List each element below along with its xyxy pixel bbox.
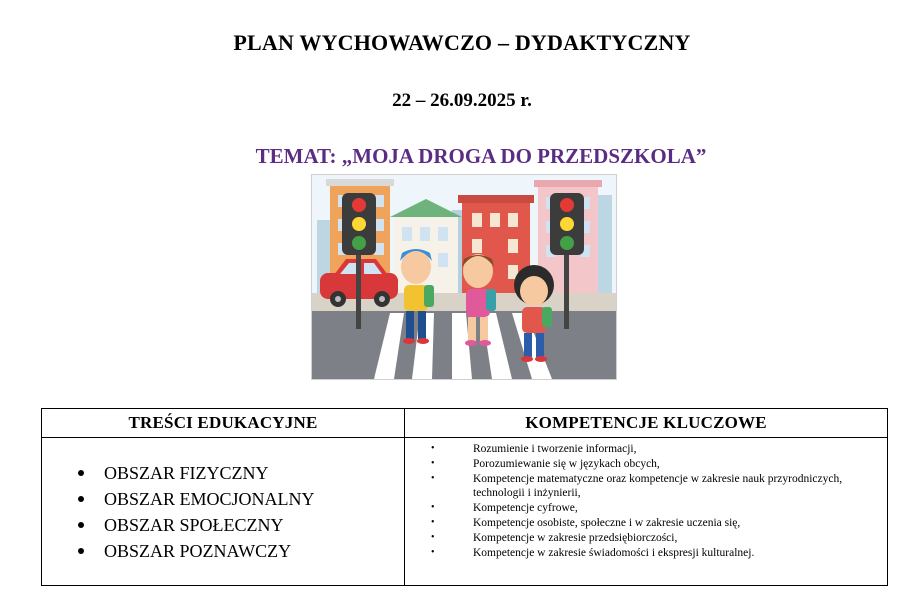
list-item: OBSZAR SPOŁECZNY <box>78 512 404 538</box>
list-item: OBSZAR FIZYCZNY <box>78 460 404 486</box>
crosswalk-illustration <box>311 174 617 380</box>
bullet-icon <box>78 496 84 502</box>
competences-cell <box>405 438 888 586</box>
list-item: • Kompetencje matematyczne oraz kompetencje w zakresie nauk przyrodniczych, technologii i inżynierii, <box>431 472 881 502</box>
list-item: OBSZAR EMOCJONALNY <box>78 486 404 512</box>
list-item: • Kompetencje w zakresie świadomości i ekspresji kulturalnej. <box>431 546 881 561</box>
list-item: • Rozumienie i tworzenie informacji, <box>431 442 881 457</box>
document-topic: TEMAT: „MOJA DROGA DO PRZEDSZKOLA” <box>255 144 707 168</box>
list-item: OBSZAR POZNAWCZY <box>78 538 404 564</box>
list-item: • Kompetencje osobiste, społeczne i w zakresie uczenia się, <box>431 516 881 531</box>
document-title: PLAN WYCHOWAWCZO – DYDAKTYCZNY <box>233 30 691 55</box>
competences-list <box>405 438 887 562</box>
header-educational-content: TREŚCI EDUKACYJNE <box>42 409 405 438</box>
bullet-icon <box>78 548 84 554</box>
bullet-icon <box>78 522 84 528</box>
bullet-icon <box>78 470 84 476</box>
document-dates: 22 – 26.09.2025 r. <box>392 90 532 111</box>
educational-areas-list <box>42 460 404 564</box>
list-item: • Kompetencje w zakresie przedsiębiorczości, <box>431 531 881 546</box>
header-key-competences: KOMPETENCJE KLUCZOWE <box>405 409 888 438</box>
educational-areas-cell <box>42 438 405 586</box>
plan-table <box>41 408 888 586</box>
list-item: • Porozumiewanie się w językach obcych, <box>431 457 881 472</box>
list-item: • Kompetencje cyfrowe, <box>431 501 881 516</box>
